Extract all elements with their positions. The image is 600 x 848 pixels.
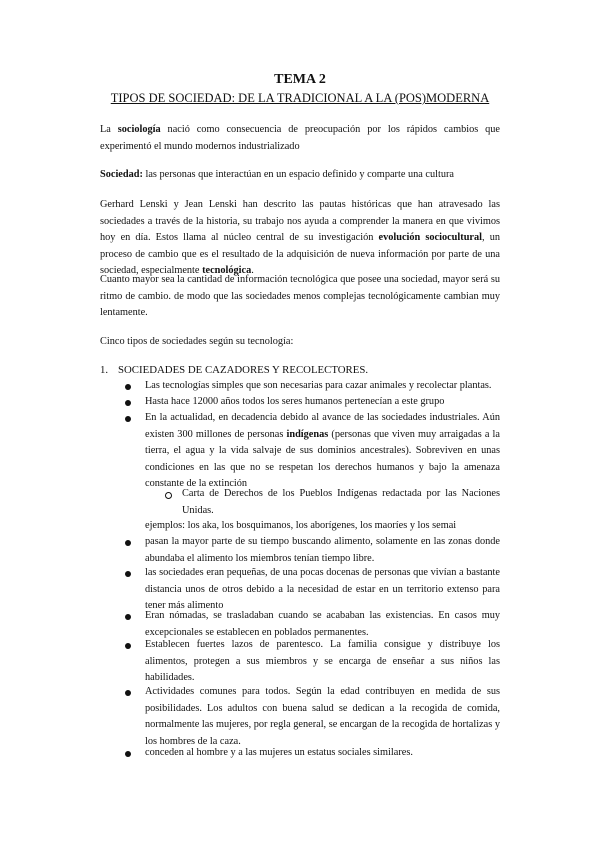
intro-paragraph-lenski: Gerhard Lenski y Jean Lenski han descrito las pautas históricas que han atravesado las sociedades a través de la historia, su trabajo nos ayuda a comprender la manera en que vivimos hoy en día. Estos llama al núcleo central de su investigación evolución sociocultural, un proceso de cambio que es el resultado de la adquisición de nueva información por parte de una sociedad, especialmente tecnológica. (100, 199, 501, 276)
bullet-icon (125, 416, 131, 422)
bullet-icon (125, 643, 131, 649)
list-item: conceden al hombre y a las mujeres un estatus sociales similares. (145, 747, 413, 758)
bullet-icon (125, 540, 131, 546)
definition-sociedad: Sociedad: las personas que interactúan en un espacio definido y comparte una cultura (100, 169, 455, 180)
intro-paragraph-sociologia: La sociología nació como consecuencia de preocupación por los rápidos cambios que experimentó el mundo modernos industrializado (100, 124, 500, 152)
list-item: En la actualidad, en decadencia debido al avance de las sociedades industriales. Aún existen 300 millones de personas indígenas (personas que viven muy arraigadas a la tierra, el agua y la vida salvaje de sus dominios ancestrales). Sobreviven en unas condiciones en las que no se respetan los derechos humanos y bajo la amenaza constante de la extinción (145, 412, 500, 489)
intro-paragraph-tipos: Cinco tipos de sociedades según su tecnología: (100, 336, 294, 347)
section-number: 1. (100, 364, 109, 376)
list-item: las sociedades eran pequeñas, de una pocas docenas de personas que vivían a bastante distancia unos de otros debido a la necesidad de estar en un territorio extenso para tener más alimento (145, 567, 500, 611)
bullet-icon (125, 751, 131, 757)
section-title: SOCIEDADES DE CAZADORES Y RECOLECTORES. (118, 364, 369, 376)
list-item: Hasta hace 12000 años todos los seres humanos pertenecían a este grupo (145, 396, 445, 407)
list-item: Las tecnologías simples que son necesarias para cazar animales y recolectar plantas. (145, 380, 492, 391)
bullet-icon (125, 384, 131, 390)
sub-bullet-icon (165, 492, 172, 499)
sub-list-item: Carta de Derechos de los Pueblos Indígenas redactada por las Naciones Unidas. (182, 488, 500, 516)
bullet-icon (125, 400, 131, 406)
examples-line: ejemplos: los aka, los bosquimanos, los aborígenes, los maoríes y los semai (145, 520, 457, 531)
page-title: TEMA 2 (274, 72, 326, 87)
list-item: pasan la mayor parte de su tiempo buscando alimento, solamente en las zonas donde abundaba el alimento los miembros tenían tiempo libre. (145, 536, 500, 564)
page-subtitle: TIPOS DE SOCIEDAD: DE LA TRADICIONAL A LA (POS)MODERNA (110, 91, 490, 105)
bullet-icon (125, 690, 131, 696)
intro-paragraph-ritmo: Cuanto mayor sea la cantidad de información tecnológica que posee una sociedad, mayor será su ritmo de cambio. de modo que las sociedades menos complejas tecnológicamente cambian muy lentamente. (100, 274, 500, 318)
bullet-icon (125, 614, 131, 620)
list-item: Establecen fuertes lazos de parentesco. La familia consigue y distribuye los alimentos, protegen a sus miembros y se encarga de enseñar a sus niños las habilidades. (145, 639, 500, 683)
list-item: Eran nómadas, se trasladaban cuando se acababan las existencias. En casos muy excepcionales se establecen en poblados permanentes. (145, 610, 500, 638)
list-item: Actividades comunes para todos. Según la edad contribuyen en medida de sus posibilidades. Los adultos con buena salud se dedican a la recogida de comida, normalmente las mujeres, por regla general, se encargan de la recogida de hortalizas y los hombres de la caza. (145, 686, 500, 747)
bullet-icon (125, 571, 131, 577)
